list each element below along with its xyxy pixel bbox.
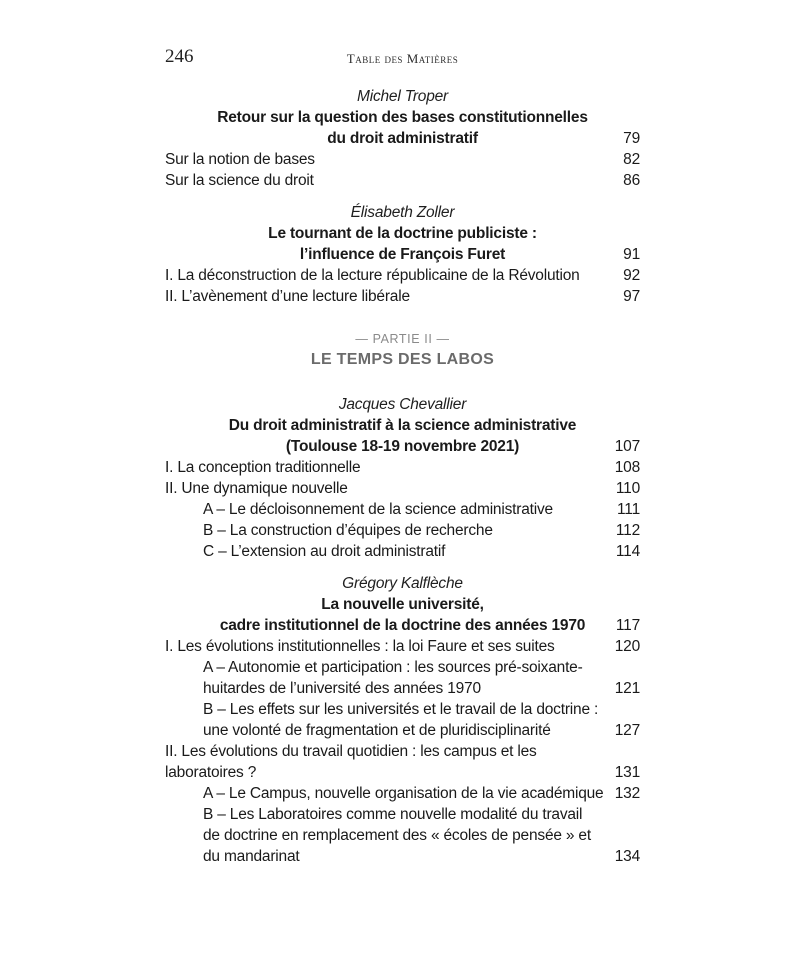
toc-section	[165, 573, 640, 867]
toc-section	[165, 86, 640, 191]
entry-page-ref: 92	[623, 267, 640, 284]
author-name: Grégory Kalflèche	[342, 575, 463, 592]
section-title-line: (Toulouse 18-19 novembre 2021)	[285, 438, 520, 455]
section-title	[165, 107, 640, 149]
entry-page-ref: 127	[614, 722, 640, 739]
entry-page-ref: 121	[614, 680, 640, 697]
entry-text	[165, 149, 598, 170]
author-name: Michel Troper	[357, 88, 448, 105]
entry-line: du mandarinat	[203, 848, 300, 865]
toc-section	[165, 394, 640, 562]
entry-text	[165, 457, 598, 478]
running-title: Table des Matières	[346, 51, 459, 66]
entry-text	[165, 478, 598, 499]
entry-line: B – Les effets sur les universités et le travail de la doctrine :	[203, 701, 599, 718]
toc-section	[165, 202, 640, 307]
entry-text	[165, 170, 598, 191]
entry-page-ref: 111	[617, 501, 640, 518]
section-title-page-ref: 107	[614, 438, 640, 455]
section-title-line: Retour sur la question des bases constitutionnelles	[217, 109, 588, 126]
entry-page-ref: 110	[615, 480, 640, 497]
entry-line: laboratoires ?	[165, 764, 257, 781]
toc-entry	[165, 286, 640, 307]
entry-page-ref: 112	[615, 522, 640, 539]
entry-line: A – Autonomie et participation : les sources pré-soixante-	[203, 659, 583, 676]
section-title-line: du droit administratif	[327, 130, 478, 147]
entry-line: B – La construction d’équipes de recherche	[203, 522, 493, 539]
section-title-line: l’influence de François Furet	[299, 246, 506, 263]
section-title-line: La nouvelle université,	[321, 596, 484, 613]
entry-text	[165, 804, 598, 867]
toc-entry	[165, 149, 640, 170]
entry-line: I. Les évolutions institutionnelles : la loi Faure et ses suites	[165, 638, 555, 655]
entry-line: A – Le Campus, nouvelle organisation de la vie académique	[203, 785, 604, 802]
section-title-page-ref: 91	[623, 246, 640, 263]
author-name: Jacques Chevallier	[338, 396, 467, 413]
entry-text	[165, 541, 598, 562]
entry-line: C – L’extension au droit administratif	[203, 543, 446, 560]
author-name: Élisabeth Zoller	[350, 204, 455, 221]
entry-line: Sur la science du droit	[165, 172, 314, 189]
section-title-line: cadre institutionnel de la doctrine des années 1970	[219, 617, 586, 634]
toc-entry	[165, 741, 640, 783]
entry-page-ref: 82	[623, 151, 640, 168]
toc-entry	[165, 804, 640, 867]
entry-line: Sur la notion de bases	[165, 151, 315, 168]
entry-page-ref: 120	[614, 638, 640, 655]
toc-entry	[165, 265, 640, 286]
entry-page-ref: 132	[614, 785, 640, 802]
toc-entry	[165, 457, 640, 478]
entry-page-ref: 108	[614, 459, 640, 476]
entry-text	[165, 741, 598, 783]
entry-text	[165, 520, 598, 541]
part-title: LE TEMPS DES LABOS	[310, 351, 495, 368]
entry-text	[165, 636, 598, 657]
section-title	[165, 594, 640, 636]
toc-entry	[165, 783, 640, 804]
page-number-folio: 246	[165, 46, 194, 67]
toc-entry	[165, 520, 640, 541]
entry-line: II. Une dynamique nouvelle	[165, 480, 348, 497]
toc-entry	[165, 657, 640, 699]
entry-line: une volonté de fragmentation et de pluridisciplinarité	[203, 722, 551, 739]
table-of-contents	[165, 86, 640, 867]
entry-line: I. La déconstruction de la lecture républicaine de la Révolution	[165, 267, 580, 284]
entry-text	[165, 783, 604, 804]
page-header	[165, 46, 640, 70]
entry-line: de doctrine en remplacement des « écoles de pensée » et	[203, 827, 591, 844]
entry-line: II. Les évolutions du travail quotidien : les campus et les	[165, 743, 537, 760]
section-title-line: Du droit administratif à la science administrative	[228, 417, 577, 434]
entry-page-ref: 114	[615, 543, 640, 560]
toc-entry	[165, 636, 640, 657]
toc-entry	[165, 499, 640, 520]
entry-page-ref: 134	[614, 848, 640, 865]
entry-text	[165, 699, 598, 741]
entry-text	[165, 499, 598, 520]
section-title-page-ref: 117	[615, 617, 640, 634]
toc-entry	[165, 541, 640, 562]
entry-text	[165, 657, 598, 699]
entry-line: B – Les Laboratoires comme nouvelle modalité du travail	[203, 806, 583, 823]
toc-entry	[165, 478, 640, 499]
entry-text	[165, 286, 598, 307]
entry-line: A – Le décloisonnement de la science administrative	[203, 501, 553, 518]
section-title-line: Le tournant de la doctrine publiciste :	[268, 225, 537, 242]
entry-text	[165, 265, 598, 286]
part-divider	[165, 331, 640, 370]
section-title	[165, 223, 640, 265]
entry-line: II. L’avènement d’une lecture libérale	[165, 288, 410, 305]
toc-entry	[165, 170, 640, 191]
entry-page-ref: 131	[614, 764, 640, 781]
entry-page-ref: 86	[623, 172, 640, 189]
section-title	[165, 415, 640, 457]
section-title-page-ref: 79	[623, 130, 640, 147]
toc-entry	[165, 699, 640, 741]
part-label: — PARTIE II —	[355, 332, 450, 346]
entry-page-ref: 97	[623, 288, 640, 305]
entry-line: huitardes de l’université des années 1970	[203, 680, 481, 697]
entry-line: I. La conception traditionnelle	[165, 459, 361, 476]
